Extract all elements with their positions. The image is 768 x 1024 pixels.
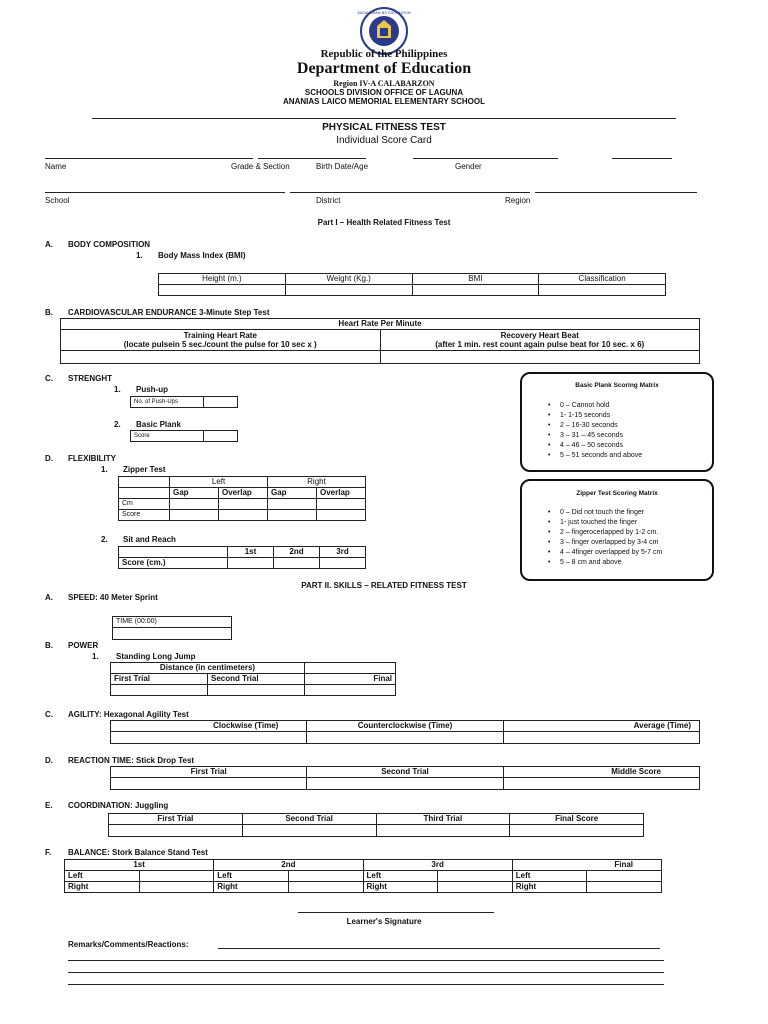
zipper-scoring-matrix — [520, 479, 714, 581]
section-a-letter: A. — [45, 240, 53, 249]
speed-table — [112, 616, 232, 640]
plank-matrix-item: • 5 – 51 seconds and above — [522, 451, 712, 461]
plank-field-label: Score — [131, 431, 204, 442]
pushup-label: Push-up — [136, 385, 168, 394]
coordination-col-final: Final Score — [510, 814, 644, 825]
cardio-table — [60, 318, 700, 364]
agility-col-counterclockwise: Counterclockwise (Time) — [307, 721, 503, 732]
agility-cell[interactable] — [307, 732, 503, 744]
section-d-letter: D. — [45, 454, 53, 463]
reaction-label: REACTION TIME: Stick Drop Test — [68, 756, 195, 765]
zipper-matrix-item: • 3 – finger overlapped by 3-4 cm — [522, 538, 712, 548]
svg-text:KAGAWARAN NG EDUKASYON: KAGAWARAN NG EDUKASYON — [357, 11, 411, 15]
agility-cell[interactable] — [111, 732, 307, 744]
speed-letter: A. — [45, 593, 53, 602]
grade-line[interactable] — [258, 158, 366, 159]
school-name: ANANIAS LAICO MEMORIAL ELEMENTARY SCHOOL — [283, 97, 485, 106]
zipper-cell[interactable] — [219, 499, 268, 510]
balance-cell[interactable] — [139, 882, 214, 893]
zipper-table — [118, 476, 366, 521]
coordination-cell[interactable] — [376, 825, 510, 837]
power-label: POWER — [68, 641, 99, 650]
region-label-field: Region — [505, 196, 531, 205]
zipper-left-gap: Gap — [170, 488, 219, 499]
balance-table — [64, 859, 662, 893]
gender-line[interactable] — [612, 158, 672, 159]
division-label: SCHOOLS DIVISION OFFICE OF LAGUNA — [304, 88, 464, 97]
reaction-letter: D. — [45, 756, 53, 765]
zipper-right-header: Right — [268, 477, 366, 488]
long-jump-cell[interactable] — [111, 685, 208, 696]
training-heart-rate-header: Training Heart Rate (locate pulsein 5 sec./count the pulse for 10 sec x ) — [61, 330, 381, 351]
balance-right-label: Right — [65, 882, 140, 893]
long-jump-final: Final — [305, 674, 396, 685]
form-subtitle: Individual Score Card — [336, 135, 432, 146]
district-label: District — [316, 196, 341, 205]
bmi-cell-weight[interactable] — [285, 285, 412, 296]
sit-reach-empty-head — [119, 547, 228, 558]
balance-right-label: Right — [214, 882, 289, 893]
coordination-col-second: Second Trial — [242, 814, 376, 825]
balance-col-1st: 1st — [65, 860, 214, 871]
bmi-table — [158, 273, 666, 296]
sit-reach-cell[interactable] — [320, 558, 366, 569]
long-jump-empty-head — [305, 663, 396, 674]
gender-label: Gender — [455, 162, 482, 171]
plank-matrix-item: • 1- 1-15 seconds — [522, 411, 712, 421]
zipper-cell[interactable] — [170, 510, 219, 521]
sit-reach-trial-3: 3rd — [320, 547, 366, 558]
balance-cell[interactable] — [587, 882, 662, 893]
header-divider — [92, 118, 676, 119]
remarks-line[interactable] — [218, 948, 660, 949]
reaction-col-second: Second Trial — [307, 767, 503, 778]
balance-left-label: Left — [214, 871, 289, 882]
zipper-matrix-item: • 2 – fingerocerlapped by 1-2 cm. — [522, 528, 712, 538]
district-line[interactable] — [290, 192, 530, 193]
zipper-matrix-item: • 0 – Did not touch the finger — [522, 508, 712, 518]
remarks-label: Remarks/Comments/Reactions: — [68, 940, 189, 949]
coordination-letter: E. — [45, 801, 53, 810]
zipper-left-header: Left — [170, 477, 268, 488]
zipper-matrix-list — [522, 508, 712, 568]
plank-matrix-list — [522, 401, 712, 461]
reaction-table — [110, 766, 700, 790]
plank-matrix-item: • 2 – 16-30 seconds — [522, 421, 712, 431]
department-title: Department of Education — [296, 60, 472, 77]
coordination-col-third: Third Trial — [376, 814, 510, 825]
signature-line[interactable] — [298, 912, 494, 913]
long-jump-label: Standing Long Jump — [116, 652, 196, 661]
sit-reach-score-label: Score (cm.) — [119, 558, 228, 569]
agility-label: AGILITY: Hexagonal Agility Test — [68, 710, 189, 719]
birthdate-line[interactable] — [413, 158, 558, 159]
remarks-line[interactable] — [68, 960, 664, 961]
reaction-cell[interactable] — [111, 778, 307, 790]
agility-col-clockwise: Clockwise (Time) — [111, 721, 307, 732]
zipper-matrix-item: • 4 – 4finger overlapped by 5-7 cm — [522, 548, 712, 558]
school-line[interactable] — [45, 192, 285, 193]
balance-left-label: Left — [363, 871, 438, 882]
balance-cell[interactable] — [438, 871, 513, 882]
balance-col-final: Final — [512, 860, 661, 871]
long-jump-num: 1. — [92, 652, 99, 661]
birth-date-label: Birth Date/Age — [316, 162, 369, 171]
recovery-heart-beat-header: Recovery Heart Beat (after 1 min. rest count again pulse beat for 10 sec. x 6) — [380, 330, 700, 351]
sit-reach-trial-2: 2nd — [274, 547, 320, 558]
agility-table — [110, 720, 700, 744]
zipper-right-overlap: Overlap — [317, 488, 366, 499]
reaction-col-first: First Trial — [111, 767, 307, 778]
bmi-col-weight: Weight (Kg.) — [285, 274, 412, 285]
bmi-cell-bmi[interactable] — [412, 285, 539, 296]
bmi-cell-height[interactable] — [159, 285, 286, 296]
reaction-cell[interactable] — [307, 778, 503, 790]
balance-letter: F. — [45, 848, 52, 857]
balance-right-label: Right — [512, 882, 587, 893]
reaction-col-middle: Middle Score — [503, 767, 699, 778]
zipper-num: 1. — [101, 465, 108, 474]
heart-rate-heading: Heart Rate Per Minute — [61, 319, 700, 330]
zipper-cell[interactable] — [317, 499, 366, 510]
recovery-heart-beat-cell[interactable] — [380, 351, 700, 364]
distance-heading: Distance (in centimeters) — [111, 663, 305, 674]
grade-section-label: Grade & Section — [231, 162, 290, 171]
zipper-cell[interactable] — [317, 510, 366, 521]
remarks-line[interactable] — [68, 984, 664, 985]
speed-time-label: TIME (00:00) — [113, 617, 232, 628]
balance-cell[interactable] — [438, 882, 513, 893]
balance-left-label: Left — [512, 871, 587, 882]
coordination-table — [108, 813, 644, 837]
plank-field-input[interactable] — [204, 431, 238, 442]
plank-num: 2. — [114, 420, 121, 429]
balance-label: BALANCE: Stork Balance Stand Test — [68, 848, 208, 857]
speed-time-input[interactable] — [113, 628, 232, 640]
pushup-table — [130, 396, 238, 408]
coordination-cell[interactable] — [109, 825, 243, 837]
zipper-empty-sub — [119, 488, 170, 499]
pushup-field-input[interactable] — [204, 397, 238, 408]
balance-cell[interactable] — [587, 871, 662, 882]
bmi-item-label: Body Mass Index (BMI) — [158, 251, 246, 260]
balance-col-3rd: 3rd — [363, 860, 512, 871]
zipper-label: Zipper Test — [123, 465, 166, 474]
training-heart-rate-cell[interactable] — [61, 351, 381, 364]
plank-matrix-title: Basic Plank Scoring Matrix — [575, 382, 659, 389]
long-jump-second: Second Trial — [208, 674, 305, 685]
coordination-col-first: First Trial — [109, 814, 243, 825]
zipper-row-score: Score — [119, 510, 170, 521]
region-label: Region IV-A CALABARZON — [333, 79, 435, 88]
plank-scoring-matrix — [520, 372, 714, 472]
balance-right-label: Right — [363, 882, 438, 893]
flexibility-label: FLEXIBILITY — [68, 454, 116, 463]
pushup-num: 1. — [114, 385, 121, 394]
bmi-col-bmi: BMI — [412, 274, 539, 285]
zipper-cell[interactable] — [170, 499, 219, 510]
bmi-col-classification: Classification — [539, 274, 666, 285]
sit-reach-cell[interactable] — [274, 558, 320, 569]
bmi-col-height: Height (m.) — [159, 274, 286, 285]
name-label: Name — [45, 162, 67, 171]
remarks-line[interactable] — [68, 972, 664, 973]
zipper-empty-head — [119, 477, 170, 488]
sit-reach-cell[interactable] — [228, 558, 274, 569]
zipper-left-overlap: Overlap — [219, 488, 268, 499]
cardio-label: CARDIOVASCULAR ENDURANCE 3-Minute Step Test — [68, 308, 270, 317]
zipper-matrix-item: • 5 – 8 cm and above — [522, 558, 712, 568]
reaction-cell[interactable] — [503, 778, 699, 790]
agility-col-average: Average (Time) — [503, 721, 699, 732]
part1-title: Part I – Health Related Fitness Test — [317, 218, 451, 227]
part2-title: PART II. SKILLS – RELATED FITNESS TEST — [301, 581, 467, 590]
zipper-cell[interactable] — [268, 510, 317, 521]
long-jump-first: First Trial — [111, 674, 208, 685]
zipper-row-cm: Cm — [119, 499, 170, 510]
zipper-right-gap: Gap — [268, 488, 317, 499]
long-jump-cell[interactable] — [208, 685, 305, 696]
name-line[interactable] — [45, 158, 253, 159]
region-line[interactable] — [535, 192, 697, 193]
zipper-cell[interactable] — [219, 510, 268, 521]
bmi-item-num: 1. — [136, 251, 143, 260]
balance-cell[interactable] — [288, 882, 363, 893]
coordination-cell[interactable] — [510, 825, 644, 837]
pushup-field-label: No. of Push-Ups — [131, 397, 204, 408]
strength-label: STRENGHT — [68, 374, 112, 383]
signature-label: Learner's Signature — [346, 917, 422, 926]
agility-letter: C. — [45, 710, 53, 719]
zipper-matrix-title: Zipper Test Scoring Matrix — [576, 490, 658, 497]
balance-cell[interactable] — [288, 871, 363, 882]
plank-matrix-item: • 4 – 46 – 50 seconds — [522, 441, 712, 451]
balance-col-2nd: 2nd — [214, 860, 363, 871]
sit-reach-num: 2. — [101, 535, 108, 544]
zipper-cell[interactable] — [268, 499, 317, 510]
power-letter: B. — [45, 641, 53, 650]
speed-label: SPEED: 40 Meter Sprint — [68, 593, 158, 602]
long-jump-cell[interactable] — [305, 685, 396, 696]
republic-label: Republic of the Philippines — [320, 48, 448, 60]
sit-reach-trial-1: 1st — [228, 547, 274, 558]
plank-matrix-item: • 3 – 31 – 45 seconds — [522, 431, 712, 441]
plank-table — [130, 430, 238, 442]
body-composition-label: BODY COMPOSITION — [68, 240, 151, 249]
agility-cell[interactable] — [503, 732, 699, 744]
balance-left-label: Left — [65, 871, 140, 882]
plank-matrix-item: • 0 – Cannot hold — [522, 401, 712, 411]
sit-reach-label: Sit and Reach — [123, 535, 176, 544]
coordination-label: COORDINATION: Juggling — [68, 801, 169, 810]
zipper-matrix-item: • 1- just touched the finger — [522, 518, 712, 528]
form-title: PHYSICAL FITNESS TEST — [322, 122, 446, 133]
coordination-cell[interactable] — [242, 825, 376, 837]
bmi-cell-classification[interactable] — [539, 285, 666, 296]
section-b-letter: B. — [45, 308, 53, 317]
long-jump-table — [110, 662, 396, 696]
plank-label: Basic Plank — [136, 420, 181, 429]
school-label: School — [45, 196, 70, 205]
sit-reach-table — [118, 546, 366, 569]
section-c-letter: C. — [45, 374, 53, 383]
balance-cell[interactable] — [139, 871, 214, 882]
